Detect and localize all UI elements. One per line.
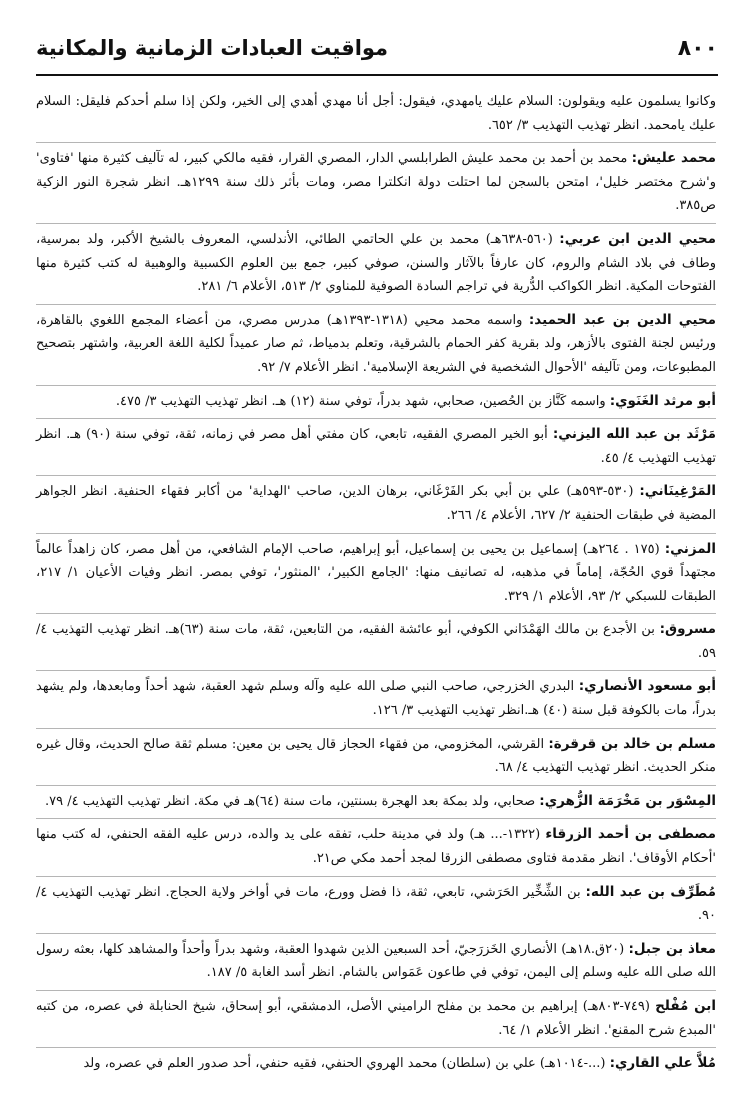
entry-marthad-yazani xyxy=(36,419,716,476)
entry-muhyiddin-abdulhamid xyxy=(36,305,716,386)
entry-masruq xyxy=(36,614,716,671)
page-number: ٨٠٠ xyxy=(677,36,718,61)
entry-continuation: وكانوا يسلمون عليه ويقولون: السلام عليك يامهدي، فيقول: أجل أنا مهدي أهدي إلى الخير، ولكن إذا سلم أحدكم فليقل: السلام عليك يامحمد. انظر تهذيب التهذيب ٣/ ٦٥٢. xyxy=(36,86,716,143)
entry-name: مسروق: xyxy=(659,621,716,638)
entry-name: المزني: xyxy=(664,540,716,557)
entry-name: محيي الدين بن عبد الحميد: xyxy=(528,311,716,328)
entry-abu-masud xyxy=(36,671,716,728)
entry-text: (٥٦٠-٦٣٨هـ) محمد بن علي الحاتمي الطائي، الأندلسي، المعروف بالشيخ الأكبر، ولد بمرسية، وطاف في بلاد الشام والروم، كان عارفاً بالآثار والسنن، صوفي كبير، جمع بين العلوم الكسبية والوهبية له كتب كثيرة منها الفتوحات المكية. انظر الكواكب الدُّرية في تراجم السادة الصوفية للمناوي ٢/ ٥١٣، الأعلام ٦/ ٢٨١. xyxy=(36,231,716,295)
entry-text: واسمه محمد محيي (١٣١٨-١٣٩٣هـ) مدرس مصري، من أعضاء المجمع اللغوي بالقاهرة، ورئيس لجنة الفتوى بالأزهر، ولد بقرية كفر الحمام بالشرقية، وتعلم بدمياط، ثم صار عميداً لكلية اللغة العربية، واشتهر بتصحيح المطبوعات، ومن تآليفه 'الأحوال الشخصية في الشريعة الإسلامية'. انظر الأعلام ٧/ ٩٢. xyxy=(36,312,716,375)
entry-muadh xyxy=(36,934,716,991)
entry-text: واسمه كَنَّاز بن الحُصين، صحابي، شهد بدراً، توفي سنة (١٢) هـ. انظر تهذيب التهذيب ٣/ ٤٧٥. xyxy=(115,393,610,409)
entry-name: أبو مسعود الأنصاري: xyxy=(578,678,716,695)
entry-text: القرشي، المخزومي، من فقهاء الحجاز قال يحيى بن معين: مسلم ثقة صالح الحديث، وقال غيره منكر الحديث. انظر تهذيب التهذيب ٤/ ٦٨. xyxy=(36,736,716,776)
entry-text: بن الأجدع بن مالك الهَمْدَاني الكوفي، أبو عائشة الفقيه، من التابعين، ثقة، مات سنة (٦٣)هـ. انظر تهذيب التهذيب ٤/ ٥٩. xyxy=(36,622,716,661)
entry-ibn-arabi xyxy=(36,224,716,305)
entry-text: أبو الخير المصري الفقيه، تابعي، كان مفتي أهل مصر في زمانه، ثقة، توفي سنة (٩٠) هـ. انظر تهذيب التهذيب ٤/ ٤٥. xyxy=(36,427,716,466)
entry-muslim-khalid xyxy=(36,729,716,786)
entry-ibn-muflih xyxy=(36,991,716,1048)
entry-name: محيي الدين ابن عربي: xyxy=(559,230,716,247)
entry-name: ابن مُفْلح xyxy=(655,998,716,1014)
entry-name: معاذ بن جبل: xyxy=(628,940,716,957)
biography-entries xyxy=(36,86,716,1081)
entry-marghinani xyxy=(36,476,716,533)
entry-name: مَرْثَد بن عبد الله اليزني: xyxy=(552,426,716,443)
entry-name: محمد عليش: xyxy=(631,150,716,167)
entry-text: (٧٤٩-٨٠٣هـ) إبراهيم بن محمد بن مفلح الراميني الأصل، الدمشقي، أبو إسحاق، شيخ الحنابلة في عصره، من كتبه 'المبدع شرح المقنع'. انظر الأعلام ١/ ٦٤. xyxy=(36,999,716,1038)
entry-muzani xyxy=(36,534,716,615)
entry-name: مُطَرِّف بن عبد الله: xyxy=(585,883,716,900)
entry-miswar xyxy=(36,786,716,820)
entry-text: (...-١٠١٤هـ) علي بن (سلطان) محمد الهروي الحنفي، فقيه حنفي، أحد صدور العلم في عصره، ولد xyxy=(83,1056,610,1072)
entry-mutarrif xyxy=(36,877,716,934)
entry-mulla-ali-qari xyxy=(36,1048,716,1081)
entry-text: بن الشِّخِّير الحَرَشي، تابعي، ثقة، ذا فضل وورع، مات في أواخر ولاية الحجاج. انظر تهذيب التهذيب ٤/ ٩٠. xyxy=(36,884,716,924)
entry-abu-marthad xyxy=(36,386,716,420)
entry-name: المَرْغِينَاني: xyxy=(639,483,716,500)
entry-text: البدري الخزرجي، صاحب النبي صلى الله عليه وآله وسلم شهد العقبة، شهد أحداً ومابعدها، ولم يشهد بدراً، مات بالكوفة قبل سنة (٤٠) هـ.انظر تهذيب التهذيب ٣/ ١٢٦. xyxy=(36,679,716,719)
entry-name: مصطفى بن أحمد الزرقاء xyxy=(545,826,717,843)
page-header xyxy=(36,34,718,76)
entry-muhammad-illish xyxy=(36,143,716,224)
entry-text: صحابي، ولد بمكة بعد الهجرة بسنتين، مات سنة (٦٤)هـ في مكة. انظر تهذيب التهذيب ٤/ ٧٩. xyxy=(44,793,540,809)
entry-text: (٢٠ق.١٨هـ) الأنصاري الخَزرَجيّ، أحد السبعين الذين شهدوا العقبة، وشهد بدراً وأحداً والمشاهد كلها، بعثه رسول الله صلى الله عليه وسلم إلى اليمن، توفي في طاعون عَمَواس بالشام. انظر أسد الغابة ٥/ ١٨٧. xyxy=(36,941,716,981)
entry-text: (٥٣٠-٥٩٣هـ) علي بن أبي بكر الفَرْغَاني، برهان الدين، صاحب 'الهداية' من أكابر فقهاء الحنفية. انظر الجواهر المضية في طبقات الحنفية ٢/ ٦٢٧، الأعلام ٤/ ٢٦٦. xyxy=(36,484,716,523)
entry-name: أبو مرثد الغَنَوي: xyxy=(609,392,716,409)
entry-name: مسلم بن خالد بن قرقرة: xyxy=(548,735,716,752)
entry-text: محمد بن أحمد بن محمد عليش الطرابلسي الدار، المصري القرار، فقيه مالكي كبير، له تآليف كثيرة منها 'فتاوى' و'شرح مختصر خليل'، امتحن بالسجن لما احتلت دولة انكلترا مصر، ومات بأثر ذلك سنة ١٢٩٩هـ. انظر شجرة النور الزكية ص٣٨٥. xyxy=(36,151,716,214)
entry-name: المِسْوَر بن مَخْرَمَة الزُّهري: xyxy=(539,792,716,809)
entry-zarqa xyxy=(36,819,716,876)
entry-text: (١٧٥ . ٢٦٤هـ) إسماعيل بن يحيى بن إسماعيل، أبو إبراهيم، صاحب الإمام الشافعي، من أهل مصر، كان زاهداً عالماً مجتهداً قوي الحُجّة، إماماً في مذهبه، له تصانيف منها: 'الجامع الكبير'، 'المنثور'، توفي بمصر. انظر وفيات الأعيان ١/ ٢١٧، الطبقات للسبكي ٢/ ٩٣، الأعلام ١/ ٣٢٩. xyxy=(36,541,716,604)
entry-name: مُلاَّ علي القاري: xyxy=(609,1055,716,1072)
entry-text: (١٣٢٢-... هـ) ولد في مدينة حلب، تفقه على يد والده، درس عليه الفقه الحنفي، له كتب منها 'أحكام الأوقاف'. انظر مقدمة فتاوى مصطفى الزرقا لمجد أحمد مكي ص٢١. xyxy=(36,827,716,867)
running-title: مواقيت العبادات الزمانية والمكانية xyxy=(36,36,389,60)
